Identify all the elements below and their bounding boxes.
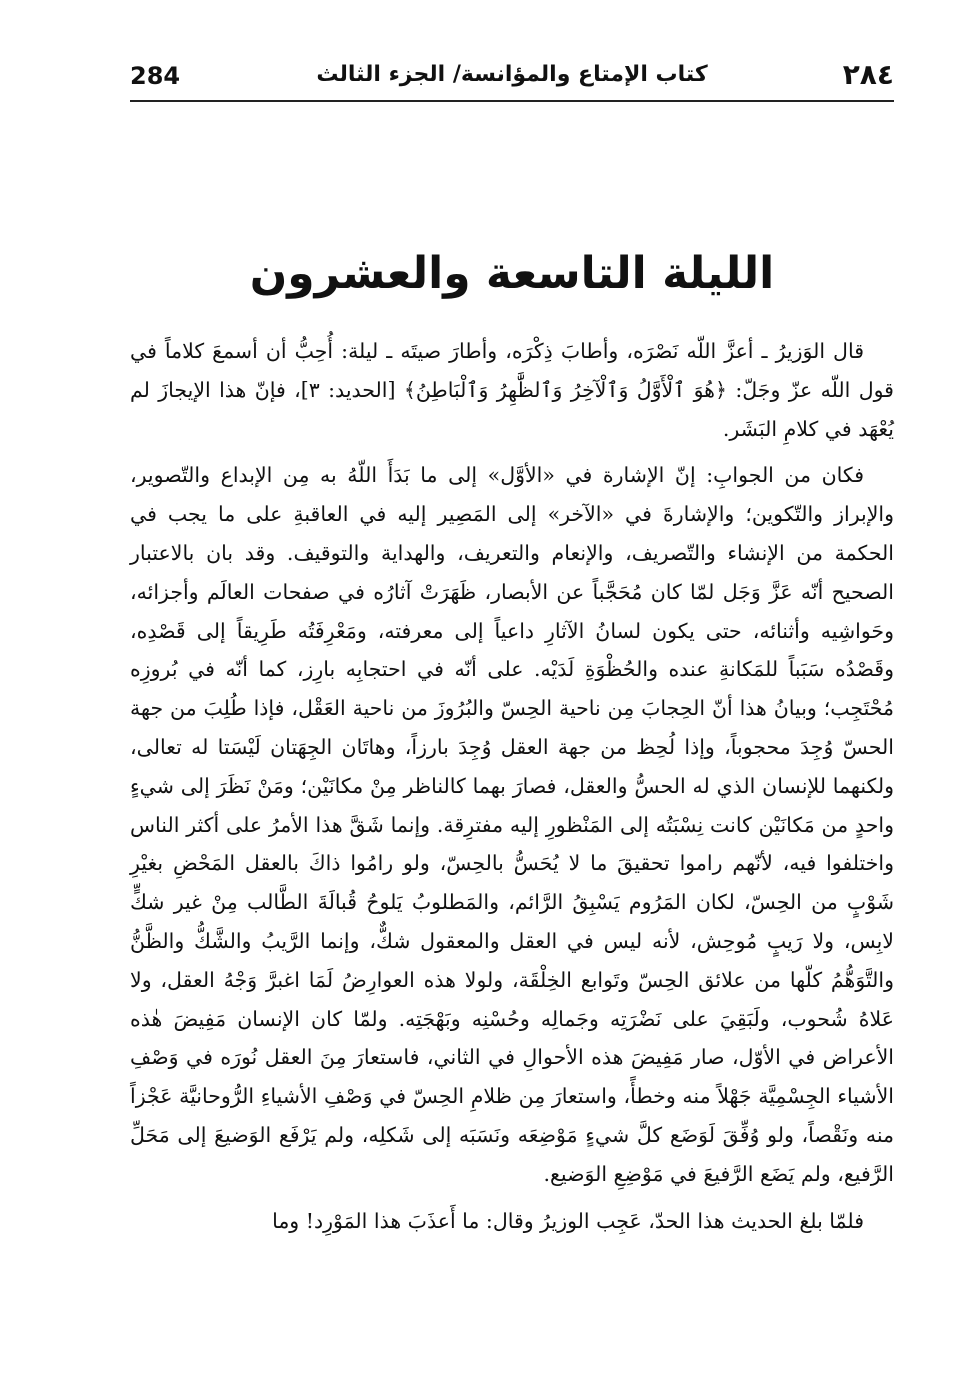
book-title: كتاب الإمتاع والمؤانسة/ الجزء الثالث <box>316 62 708 87</box>
running-header <box>130 56 894 102</box>
paragraph-1: قال الوَزيرُ ـ أعزَّ اللّه نَصْرَه، وأطابَ ذِكْرَه، وأطارَ صيتَه ـ ليلة: أُحِبُّ أن أسمعَ كلاماً في قول اللّه عزّ وجَلّ: ﴿هُوَ ٱلْأَوَّلُ وَٱلْآخِرُ وَٱلظَّٰهِرُ وَٱلْبَاطِنُ﴾ [الحديد: ٣]، فإنّ هذا الإيجازَ لم يُعْهَد في كلامِ البَشَر. <box>130 339 894 441</box>
page-number-arabic: ٢٨٤ <box>842 58 894 91</box>
chapter-title: الليلة التاسعة والعشرون <box>249 248 775 299</box>
paragraph-3: فلمّا بلغ الحديث هذا الحدّ، عَجِب الوزيرُ وقال: ما أَعذَبَ هذا المَوْرِد! وما <box>272 1208 864 1233</box>
page-number-latin: 284 <box>130 62 181 90</box>
body-text <box>130 332 894 1248</box>
paragraph-2: فكان من الجوابِ: إنّ الإشارة في «الأوَّل» إلى ما بَدَأَ اللّهُ به مِن الإبداع والتّصوير، والإبراز والتّكوين؛ والإشارةَ في «الآخر» إلى المَصِير إليه في العاقبةِ على ما يجب في الحكمة من الإنشاء والتّصريف، والإنعام والتعريف، والهداية والتوقيف. وقد بان بالاعتبار الصحيح أنّه عَزَّ وَجَل لمّا كان مُحَجَّباً عن الأبصار، ظَهَرَتْ آثارُه في صفحات العالَم وأجزائه، وحَواشِيه وأثنائه، حتى يكون لسانُ الآثارِ داعياً إلى معرفته، ومَعْرِفَتُه طَرِيقاً إلى قَصْدِه، وقَصْدُه سَبَباً للمَكانةِ عنده والحُظْوَةِ لَدَيْه. على أنّه في احتجابِه بارِز، كما أنّه في بُروزِه مُحْتَجِب؛ وبيانُ هذا أنّ الحِجابَ مِن ناحية الحِسّ والبُرُوزَ من ناحية العَقْل، فإذا طُلِبَ من جهة الحسّ وُجِدَ محجوباً، وإذا لُحِظ من جهة العقل وُجِدَ بارزاً، وهاتَان الجِهَتان لَيْسَتا له تعالى، ولكنهما للإنسان الذي له الحسُّ والعقل، فصارَ بهما كالناظر مِنْ مكانَيْن؛ ومَنْ نَظَرَ إلى شيءٍ واحدٍ من مَكانَيْن كانت نِسْبَتُه إلى المَنْظورِ إليه مفترِقة. وإنما شَقَّ هذا الأمرُ على أكثر الناس واختلفوا فيه، لأنّهم راموا تحقيقَ ما لا يُحَسُّ بالحِسّ، ولو رامُوا ذاكَ بالعقل المَحْضِ بغيْرِ شَوْبٍ من الحِسّ، لكان المَرُوم يَسْبِقُ الرَّائم، والمَطلوبُ يَلوحُ قُبالَةَ الطَّالب مِنْ غير شكٍّ لابِس، ولا رَيبٍ مُوحِش، لأنه ليس في العقل والمعقول شكٌّ، وإنما الرَّيبُ والشَّكُّ والظَّنُّ والتَّوَهُّمُ كلّها من علائق الحِسّ وتَوابع الخِلْقَة، ولولا هذه العوارِضُ لَمَا اغبرَّ وَجْهُ العقل، ولا عَلاهُ شُحوب، ولَبَقِيَ على نَضْرَتِه وجَمالِه وحُسْنِه وبَهْجَتِه. ولمّا كان الإنسان مَفِيضَ هٰذه الأعراض في الأوّل، صار مَفِيضَ هذه الأحوالِ في الثاني، فاستعارَ مِنَ العقل نُورَه في وَصْفِ الأشياء الجِسْمِيَّة جَهْلاً منه وخطأً، واستعارَ مِن ظلامِ الحِسّ في وَصْفِ الأشياءِ الرُّوحانيَّة عَجْزاً منه ونَقْصاً، ولو وُفِّقَ لَوَضَع كلَّ شيءٍ مَوْضِعَه ونَسَبَه إلى شَكلِه، ولم يَرْفَع الوَضيعَ إلى مَحَلِّ الرَّفيع، ولم يَضَع الرَّفيعَ في مَوْضِعِ الوَضيع. <box>130 463 894 1186</box>
